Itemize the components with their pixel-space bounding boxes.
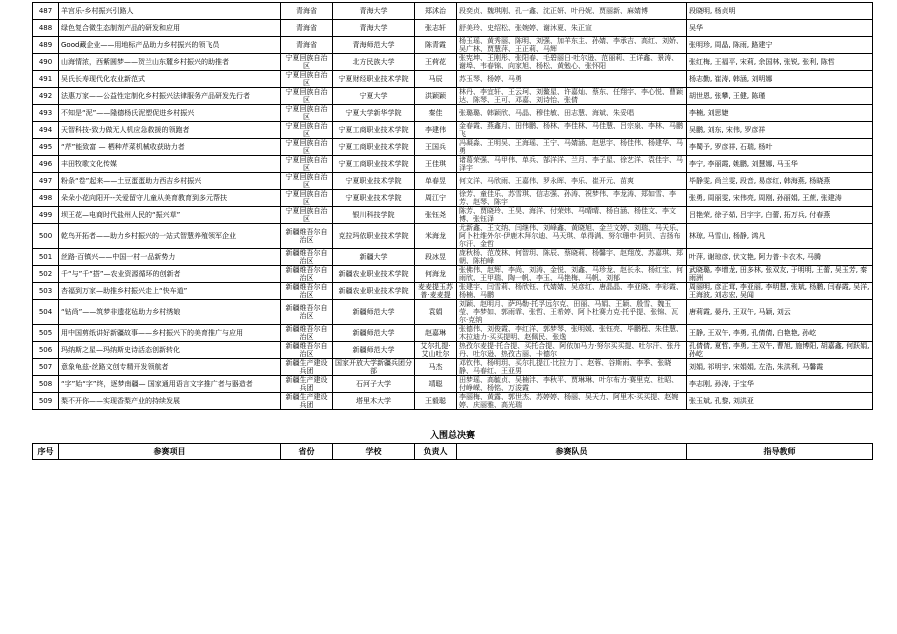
cell-advisor: 毕静雯, 尚兰雯, 段音, 易彦红, 韩海燕, 杨晓燕 — [687, 172, 873, 189]
table-row — [33, 70, 873, 87]
cell-no: 498 — [33, 189, 59, 206]
finalist-table — [32, 2, 873, 410]
table-row — [33, 282, 873, 299]
cell-school: 新疆大学 — [333, 248, 415, 265]
cell-no: 499 — [33, 206, 59, 223]
cell-school: 北方民族大学 — [333, 53, 415, 70]
cell-team: 张德伟、刘俊霞、李红洋、郭梦琴、张明媛、张钰亮、毕鹏程、朱佳慧、木拉迪力·买买提明、赵佩民、张逸 — [457, 324, 687, 341]
cell-project: 意象龟兹-丝路文创专精开发领航者 — [59, 358, 281, 375]
cell-province: 宁夏回族自治区 — [281, 53, 333, 70]
cell-project: 山海情浓，西紫圆梦——贺兰山东麓乡村振兴的助推者 — [59, 53, 281, 70]
cell-leader: 秦佳 — [415, 104, 457, 121]
cell-no: 490 — [33, 53, 59, 70]
cell-school: 石河子大学 — [333, 375, 415, 392]
cell-advisor: 武晓璐, 李增龙, 田多林, 张双友, 于明明, 王蕾, 吴玉芳, 秦雨洲 — [687, 265, 873, 282]
cell-school: 宁夏职业技术学院 — [333, 172, 415, 189]
cell-province: 宁夏回族自治区 — [281, 104, 333, 121]
cell-no: 493 — [33, 104, 59, 121]
cell-province: 新疆维吾尔自治区 — [281, 341, 333, 358]
cell-leader: 张钰尧 — [415, 206, 457, 223]
cell-project: 千“与”千“搭”—农业资源循环的创新者 — [59, 265, 281, 282]
cell-province: 宁夏回族自治区 — [281, 155, 333, 172]
cell-school: 塔里木大学 — [333, 392, 415, 409]
cell-team: 张建宇、闫雪莉、杨欣钰、代婧婧、吴彦红、唐晶晶、李亚晓、李彩霞、杨楠、马鹏 — [457, 282, 687, 299]
cell-leader: 张志轩 — [415, 19, 457, 36]
cell-project: 丝路·百镇兴——中国一村一品新势力 — [59, 248, 281, 265]
cell-advisor: 张红梅, 王福平, 宋莉, 余国林, 张锐, 张利, 陈哲 — [687, 53, 873, 70]
cell-no: 491 — [33, 70, 59, 87]
cell-advisor: 张玉斌, 孔黎, 刘洪亚 — [687, 392, 873, 409]
cell-advisor: 李楠, 刘思婕 — [687, 104, 873, 121]
cell-advisor: 吕艳荣, 徐子茹, 吕宇宇, 白蕾, 拓万兵, 付春燕 — [687, 206, 873, 223]
cell-team: 苏玉琴、杨婷、马勇 — [457, 70, 687, 87]
table-row — [33, 358, 873, 375]
cell-school: 新疆农业职业技术学院 — [333, 265, 415, 282]
header-no: 序号 — [33, 443, 59, 460]
cell-no: 504 — [33, 299, 59, 324]
cell-leader: 周江宁 — [415, 189, 457, 206]
table-row — [33, 104, 873, 121]
cell-school: 青海师范大学 — [333, 36, 415, 53]
cell-advisor: 胡世恩, 张攀, 王健, 陈瑾 — [687, 87, 873, 104]
cell-province: 新疆生产建设兵团 — [281, 358, 333, 375]
cell-province: 宁夏回族自治区 — [281, 172, 333, 189]
table-row — [33, 223, 873, 248]
cell-advisor: 张勇, 周丽雯, 宋伟亮, 周刚, 孙丽娟, 王蔗, 张建涛 — [687, 189, 873, 206]
cell-school: 宁夏财经职业技术学院 — [333, 70, 415, 87]
cell-no: 494 — [33, 121, 59, 138]
cell-advisor: 林琼, 马雪山, 杨静, 鸿凡 — [687, 223, 873, 248]
cell-province: 新疆维吾尔自治区 — [281, 265, 333, 282]
cell-no: 500 — [33, 223, 59, 248]
cell-advisor: 李蜀予, 罗彦祥, 石瑞, 杨叶 — [687, 138, 873, 155]
cell-province: 宁夏回族自治区 — [281, 189, 333, 206]
cell-project: 乾鸟开拓者——助力乡村振兴的一站式智慧养殖领军企业 — [59, 223, 281, 248]
cell-no: 508 — [33, 375, 59, 392]
cell-team: 舒美玲、史绍松、张婉婷、谢沐夏、朱正宣 — [457, 19, 687, 36]
cell-school: 青海大学 — [333, 3, 415, 20]
table-row — [33, 3, 873, 20]
cell-leader: 麦麦提玉苏普·麦麦提 — [415, 282, 457, 299]
cell-no: 503 — [33, 282, 59, 299]
cell-no: 488 — [33, 19, 59, 36]
cell-project: 法惠万家——公益性定制化乡村振兴法律服务产品研发先行者 — [59, 87, 281, 104]
cell-leader: 陈青霞 — [415, 36, 457, 53]
cell-leader: 靖聪 — [415, 375, 457, 392]
cell-team: 尤新鑫、王文纳、闫继伟、刘峰鑫、黄晓旭、金兰文婷、刘瑞、马天乐、阿卜杜维外尔·伊鹿木拜尔迪、马天琪、单得满、努尔珊申·阿贝、吉扬布尔汗、金哲 — [457, 223, 687, 248]
cell-project: 羊宫乐-乡村振兴引路人 — [59, 3, 281, 20]
cell-no: 507 — [33, 358, 59, 375]
cell-school: 宁夏工商职业技术学院 — [333, 121, 415, 138]
cell-team: 林丹、李宜轩、王云珂、刘鳌星、许嘉灿、蔡东、任翔宇、李心悦、曹颖达、陈琴、王可、邓嘉、刘诗怡、张倩 — [457, 87, 687, 104]
header-row — [33, 443, 873, 460]
table-row — [33, 138, 873, 155]
cell-team: 杨玉瑶、黄秀丽、陈明、刘强、加羊东主、孙婧、李承吉、高红、刘娇、吴广林、贾慧萍、王正莉、马辉 — [457, 36, 687, 53]
cell-team: 徐芳、童佳乐、苏雪琪、信志强、孙涛、祝梦伟、李龙涛、郑如雪、李芳、赵琴、陈宇 — [457, 189, 687, 206]
cell-leader: 赵嘉琳 — [415, 324, 457, 341]
cell-school: 新疆师范大学 — [333, 299, 415, 324]
cell-province: 宁夏回族自治区 — [281, 138, 333, 155]
cell-leader: 王毅聪 — [415, 392, 457, 409]
cell-advisor: 张明珍, 周晶, 陈雨, 路建宁 — [687, 36, 873, 53]
cell-leader: 马杰 — [415, 358, 457, 375]
header-advisor: 指导教师 — [687, 443, 873, 460]
cell-project: 用中国剪纸讲好新疆故事——乡村振兴下的美育推广与应用 — [59, 324, 281, 341]
cell-school: 新疆师范大学 — [333, 324, 415, 341]
cell-leader: 段冰昱 — [415, 248, 457, 265]
table-row — [33, 299, 873, 324]
cell-leader: 李建伟 — [415, 121, 457, 138]
table-row — [33, 248, 873, 265]
cell-team: 田梦瑶、高毓贞、吴楠沣、李秋平、贾琳琳、叶尔布力·赛里克、杜昭、付峥嵘、杨铭、万浚霞 — [457, 375, 687, 392]
header-team: 参赛队员 — [457, 443, 687, 460]
entries-body — [33, 3, 873, 410]
cell-project: “字”始“字”终，逐梦南疆— 国家通用语言文字推广者与器造者 — [59, 375, 281, 392]
cell-advisor: 段晓明, 杨贞明 — [687, 3, 873, 20]
cell-project: 杏福到万家—助推乡村振兴走上“快车道” — [59, 282, 281, 299]
finals-section — [32, 410, 873, 461]
cell-no: 506 — [33, 341, 59, 358]
cell-team: 李丽梅、黄露、郭世杰、苏婷婷、杨丽、吴天力、阿里木·买买提、赵婉婷、庆丽雅、高光瑞 — [457, 392, 687, 409]
cell-leader: 洪颖颖 — [415, 87, 457, 104]
cell-leader: 何海龙 — [415, 265, 457, 282]
cell-school: 宁夏工商职业技术学院 — [333, 155, 415, 172]
cell-project: 吴氏长寿现代化农业新范式 — [59, 70, 281, 87]
cell-school: 克拉玛依职业技术学院 — [333, 223, 415, 248]
cell-school: 宁夏大学新华学院 — [333, 104, 415, 121]
table-row — [33, 265, 873, 282]
cell-province: 宁夏回族自治区 — [281, 206, 333, 223]
table-row — [33, 53, 873, 70]
cell-province: 新疆维吾尔自治区 — [281, 223, 333, 248]
table-row — [33, 189, 873, 206]
cell-advisor: 孔倩倩, 夏哲, 李勇, 王双午, 曹旭, 施博阳, 胡嘉鑫, 何跃娟, 孙屹 — [687, 341, 873, 358]
cell-advisor: 王静, 王双午, 李勇, 孔倩倩, 白艳艳, 孙屹 — [687, 324, 873, 341]
cell-project: 绿色复合微生态制剂产品的研发和应用 — [59, 19, 281, 36]
cell-advisor: 叶萍, 谢琼彦, 伏文艳, 阿力普·卡衣木, 马腾 — [687, 248, 873, 265]
table-row — [33, 121, 873, 138]
section-title: 入围总决赛 — [430, 430, 476, 441]
cell-team: 张宪坤、王刚彤、张阳春、毛碧丽日·吐尔逊、范丽莉、王详鑫、景涛、谢埠、韦春锦、向家旭、杨松、黄勉心、张怀阳 — [457, 53, 687, 70]
cell-province: 宁夏回族自治区 — [281, 87, 333, 104]
cell-school: 宁夏工商职业技术学院 — [333, 138, 415, 155]
table-row — [33, 87, 873, 104]
cell-advisor: 刘娟, 祁明宇, 宋娟娟, 左浩, 朱洪利, 马馨霞 — [687, 358, 873, 375]
cell-leader: 王国兵 — [415, 138, 457, 155]
cell-province: 青海省 — [281, 36, 333, 53]
cell-team: 何文洋、马欣雨、王嘉伟、罗永晖、李乐、崔开元、苗爽 — [457, 172, 687, 189]
cell-school: 国家开放大学新疆兵团分部 — [333, 358, 415, 375]
cell-leader: 米海龙 — [415, 223, 457, 248]
table-row — [33, 375, 873, 392]
cell-leader: 郑沭治 — [415, 3, 457, 20]
cell-project: 梨不开你——实现香梨产业的持续发展 — [59, 392, 281, 409]
cell-leader: 袁娟 — [415, 299, 457, 324]
cell-project: 丰田牧歌文化传媒 — [59, 155, 281, 172]
spreadsheet-page — [32, 2, 872, 460]
cell-province: 宁夏回族自治区 — [281, 70, 333, 87]
header-province: 省份 — [281, 443, 333, 460]
cell-province: 新疆维吾尔自治区 — [281, 324, 333, 341]
cell-team: 段奕贞、魏琪刚、孔一鑫、沈正妍、叶丹妮、贾丽新、麻婧博 — [457, 3, 687, 20]
cell-province: 新疆维吾尔自治区 — [281, 248, 333, 265]
cell-advisor: 李宁, 李丽霞, 姚鹏, 刘慧娜, 马玉华 — [687, 155, 873, 172]
cell-advisor: 李志刚, 孙涛, 于宝华 — [687, 375, 873, 392]
cell-project: “芹”能致富 — 栖种芹菜机械收获助力者 — [59, 138, 281, 155]
cell-project: 粉条“卷”起来——土豆蛋蛋助力西吉乡村振兴 — [59, 172, 281, 189]
cell-leader: 艾尔扎提·艾山吐尔 — [415, 341, 457, 358]
cell-province: 青海省 — [281, 19, 333, 36]
cell-school: 银川科技学院 — [333, 206, 415, 223]
cell-province: 新疆生产建设兵团 — [281, 392, 333, 409]
cell-no: 492 — [33, 87, 59, 104]
cell-leader: 单春昱 — [415, 172, 457, 189]
cell-team: 张佛伟、赵辉、李尚、刘涛、金悦、刘鑫、马珍龙、赵长永、杨红宝、何雨欣、王甲瑞、陶一帆、李玉、马艳梅、马帆、刘郁 — [457, 265, 687, 282]
cell-team: 金春霞、燕鑫月、田伟鹏、杨林、李佳林、马佳慧、吕宗泉、李林、马鹏飞 — [457, 121, 687, 138]
cell-province: 宁夏回族自治区 — [281, 121, 333, 138]
table-row — [33, 206, 873, 223]
cell-team: 冯凝淼、王明吴、王海瑶、王宁、马婧涵、赵思宇、杨佳伟、杨建华、马勇 — [457, 138, 687, 155]
cell-school: 宁夏大学 — [333, 87, 415, 104]
table-row — [33, 36, 873, 53]
header-school: 学校 — [333, 443, 415, 460]
cell-project: 不知是“泥”——隆德杨氏泥塑促进乡村振兴 — [59, 104, 281, 121]
cell-school: 新疆师范大学 — [333, 341, 415, 358]
cell-no: 489 — [33, 36, 59, 53]
cell-team: 陈芳、贾晓玲、王昊、海洋、付荣炜、马晴晴、杨自涵、杨佳文、李文博、张钰泽 — [457, 206, 687, 223]
cell-team: 诸葛荣强、马甲伟、单兵、郜洋洋、兰月、李子星、徐艺洋、袁佳宇、马泽宇 — [457, 155, 687, 172]
table-row — [33, 324, 873, 341]
cell-province: 青海省 — [281, 3, 333, 20]
cell-province: 新疆生产建设兵团 — [281, 375, 333, 392]
cell-leader: 马辰 — [415, 70, 457, 87]
cell-no: 502 — [33, 265, 59, 282]
cell-project: 坝王花—电商时代盐州人民的“振兴草” — [59, 206, 281, 223]
table-row — [33, 19, 873, 36]
cell-project: Good藏企业——用地标产品助力乡村振兴的领飞员 — [59, 36, 281, 53]
cell-advisor: 唐莉霞, 晏丹, 王双午, 马颖, 刘云 — [687, 299, 873, 324]
cell-no: 509 — [33, 392, 59, 409]
cell-advisor: 周丽明, 彦正茸, 李亚丽, 李明慧, 张斌, 杨鹏, 闫春霞, 吴洋, 王海波, 刘志宏, 吴闻 — [687, 282, 873, 299]
cell-project: 玛纳斯之星—玛纳斯史诗活态创新转化 — [59, 341, 281, 358]
cell-school: 宁夏职业技术学院 — [333, 189, 415, 206]
cell-project: 朵朵小花向阳开--关爱留守儿童从美育教育到多元帮扶 — [59, 189, 281, 206]
cell-leader: 王佳琪 — [415, 155, 457, 172]
table-row — [33, 341, 873, 358]
cell-advisor: 杨志勤, 崔涛, 韩涵, 刘明娜 — [687, 70, 873, 87]
table-row — [33, 155, 873, 172]
cell-project: “钻尚”——筑梦非遗花毡助力乡村绣娘 — [59, 299, 281, 324]
header-leader: 负责人 — [415, 443, 457, 460]
cell-team: 庞秋杨、范茂林、何智玥、陈辰、蔡晓莉、杨馨宇、赵翔茂、苏嘉琪、郑朝、陈柏峰 — [457, 248, 687, 265]
cell-province: 新疆维吾尔自治区 — [281, 282, 333, 299]
cell-leader: 王荷花 — [415, 53, 457, 70]
cell-advisor: 吴华 — [687, 19, 873, 36]
cell-province: 新疆维吾尔自治区 — [281, 299, 333, 324]
cell-advisor: 吴鹏, 刘东, 宋伟, 罗彦祥 — [687, 121, 873, 138]
cell-no: 497 — [33, 172, 59, 189]
cell-no: 505 — [33, 324, 59, 341]
cell-no: 496 — [33, 155, 59, 172]
cell-no: 487 — [33, 3, 59, 20]
table-row — [33, 172, 873, 189]
cell-school: 青海大学 — [333, 19, 415, 36]
cell-team: 热孜尔麦提·托合提、买托合提、阿依加马力·努尔买买提、吐尔汗、张丹丹、吐尔逊、热孜古丽、卡德尔 — [457, 341, 687, 358]
header-project: 参赛项目 — [59, 443, 281, 460]
cell-team: 张璐璐、韩颖欣、马晶、穆佳敏、田志慧、海斌、朱妥唱 — [457, 104, 687, 121]
cell-no: 501 — [33, 248, 59, 265]
cell-no: 495 — [33, 138, 59, 155]
cell-team: 邓钦伟、杨明玥、买尔扎提江·比拉力丁、赵蓉、谷斯雨、李季、张晓静、马春红、王亚男 — [457, 358, 687, 375]
cell-project: 天智科技-致力做无人机应急救援的领跑者 — [59, 121, 281, 138]
cell-team: 刘颖、赵明月、萨玛勒·托孚远尔克、田丽、马娟、王颖、殷雪、魏玉莹、李梦如、郭雨霏、张哲、王希婷、阿卜杜赛力克·托乎提、张锦、瓦尔·克纳 — [457, 299, 687, 324]
cell-school: 新疆农业职业技术学院 — [333, 282, 415, 299]
table-row — [33, 392, 873, 409]
